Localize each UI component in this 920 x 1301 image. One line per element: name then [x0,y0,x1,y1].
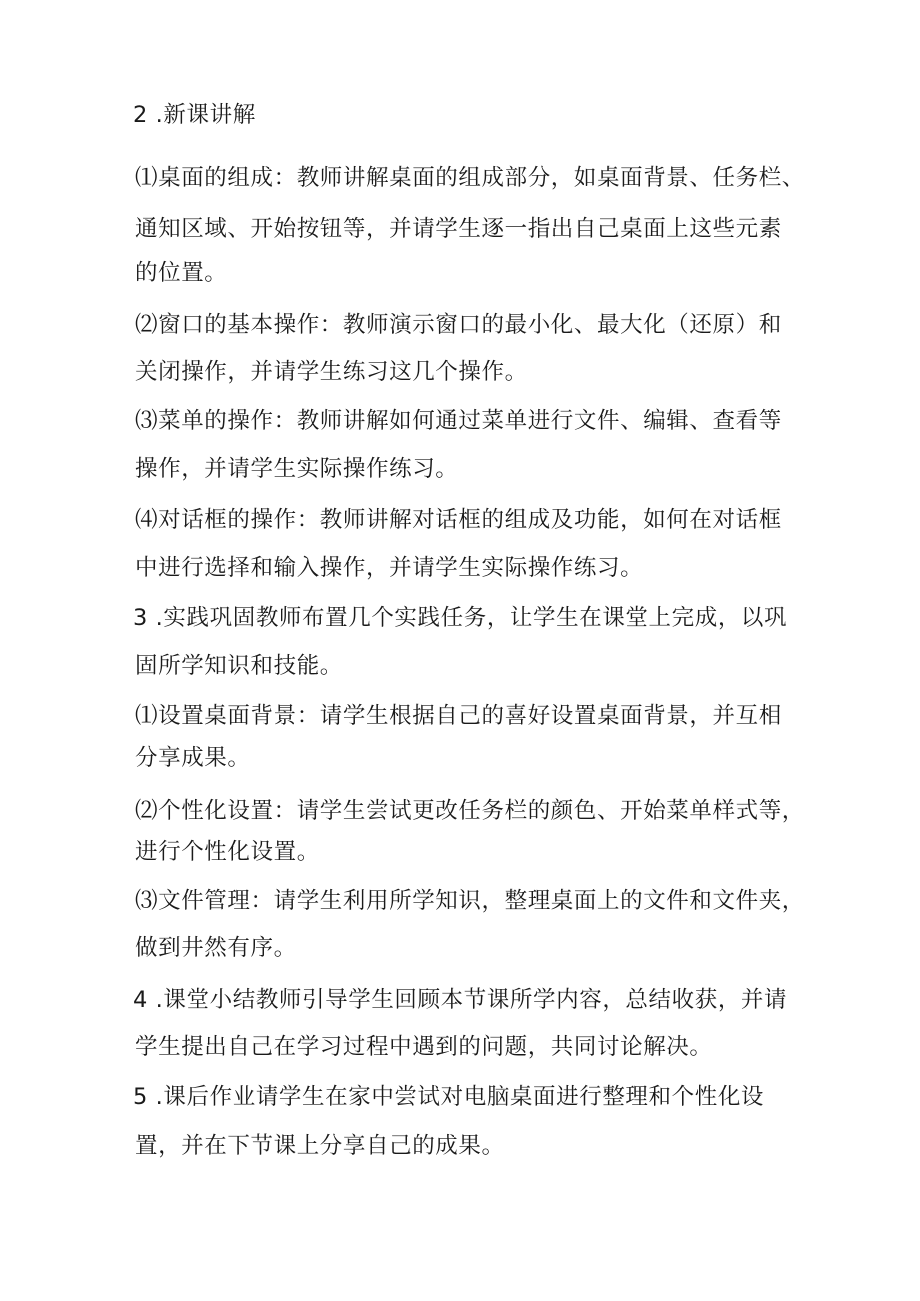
paragraph-line: 进行个性化设置。 [135,839,320,865]
paragraph-line: 固所学知识和技能。 [135,653,343,679]
paragraph-line: 置，并在下节课上分享自己的成果。 [135,1133,505,1159]
paragraph-line: 的位置。 [135,260,228,286]
paragraph-line: ⑴桌面的组成：教师讲解桌面的组成部分，如桌面背景、任务栏、 [135,165,805,191]
paragraph-line: 分享成果。 [135,745,251,771]
paragraph-line: 学生提出自己在学习过程中遇到的问题，共同讨论解决。 [135,1034,713,1060]
paragraph-line: ⑷对话框的操作：教师讲解对话框的组成及功能，如何在对话框 [135,507,782,533]
section-heading-homework: 5 .课后作业请学生在家中尝试对电脑桌面进行整理和个性化设 [133,1084,765,1110]
paragraph-line: 操作，并请学生实际操作练习。 [135,456,459,482]
paragraph-line: 中进行选择和输入操作，并请学生实际操作练习。 [135,555,644,581]
paragraph-line: ⑶文件管理：请学生利用所学知识，整理桌面上的文件和文件夹， [135,888,805,914]
paragraph-line: ⑴设置桌面背景：请学生根据自己的喜好设置桌面背景，并互相 [135,703,782,729]
paragraph-line: 做到井然有序。 [135,935,297,961]
paragraph-line: ⑶菜单的操作：教师讲解如何通过菜单进行文件、编辑、查看等 [135,408,782,434]
paragraph-line: 通知区域、开始按钮等，并请学生逐一指出自己桌面上这些元素 [135,216,782,242]
section-heading-practice: 3 .实践巩固教师布置几个实践任务，让学生在课堂上完成，以巩 [133,605,788,631]
section-heading-new-lesson: 2 .新课讲解 [133,102,256,128]
section-heading-summary: 4 .课堂小结教师引导学生回顾本节课所学内容，总结收获，并请 [133,987,788,1013]
paragraph-line: ⑵窗口的基本操作：教师演示窗口的最小化、最大化（还原）和 [135,312,782,338]
paragraph-line: ⑵个性化设置：请学生尝试更改任务栏的颜色、开始菜单样式等， [135,798,805,824]
paragraph-line: 关闭操作，并请学生练习这几个操作。 [135,359,528,385]
